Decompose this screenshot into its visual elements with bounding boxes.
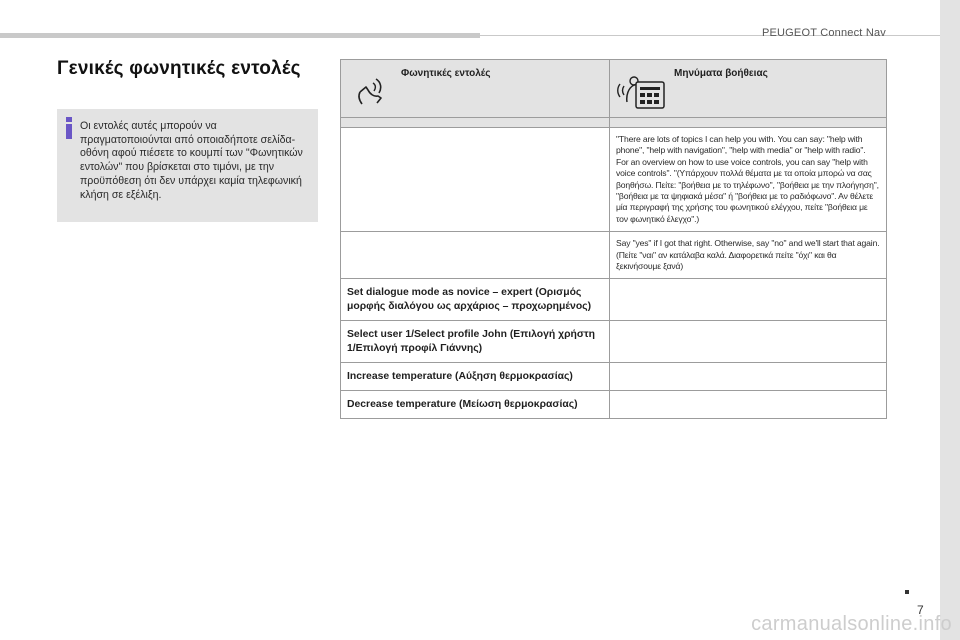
message-cell: Say "yes" if I got that right. Otherwise, say "no" and we'll start that again. (Πείτε "ναι" αν κατάλαβα καλά. Διαφορετικά πείτε "όχι" και θα ξεκινήσουμε ξανά) [610,232,887,279]
top-rule [0,33,480,38]
voice-commands-table [340,59,887,419]
info-text: Οι εντολές αυτές μπορούν να πραγματοποιούνται από οποιαδήποτε σελίδα-οθόνη αφού πιέσετε το κουμπί των "Φωνητικών εντολών" που βρίσκεται στο τιμόνι, με την προϋπόθεση ότι δεν υπάρχει καμία τηλεφωνική κλήση σε εξέλιξη. [80,120,303,201]
page-number: 7 [917,603,924,617]
header-messages [610,60,887,118]
header-commands-label: Φωνητικές εντολές [401,68,491,79]
info-icon [63,117,75,139]
table-row [341,363,887,391]
header-messages-label: Μηνύματα βοήθειας [674,68,768,79]
command-cell: Decrease temperature (Μείωση θερμοκρασίας) [341,391,610,419]
section-title: Γενικές φωνητικές εντολές [57,58,301,79]
table-header-row [341,60,887,118]
voice-command-icon [356,76,388,106]
table-row [341,128,887,232]
message-cell [610,279,887,321]
table-row [341,232,887,279]
side-bar [940,0,960,640]
header-commands [341,60,610,118]
table-row [341,321,887,363]
table-spacer [341,118,887,128]
help-message-icon [616,74,668,110]
header-title: PEUGEOT Connect Nav [761,27,886,39]
info-box [57,109,318,222]
command-cell: Set dialogue mode as novice – expert (Ορισμός μορφής διαλόγου ως αρχάριος – προχωρημένος) [341,279,610,321]
command-cell: Increase temperature (Αύξηση θερμοκρασίας) [341,363,610,391]
message-cell [610,321,887,363]
message-cell [610,391,887,419]
table-row [341,391,887,419]
page-marker-dot [905,590,909,594]
message-cell: "There are lots of topics I can help you with. You can say: "help with phone", "help with navigation", "help with media" or "help with radio". For an overview on how to use voice controls, you can say "help with voice controls". "(Υπάρχουν πολλά θέματα με τα οποία μπορώ να σας βοηθήσω. Πείτε: "βοήθεια με το τηλέφωνο", "βοήθεια με την πλοήγηση", "βοήθεια με τα ψηφιακά μέσα" ή "βοήθεια με το ραδιόφωνο". Αν θέλετε μία περιγραφή της χρήσης του φωνητικού ελέγχου, πείτε "βοήθεια με τον φωνητικό έλεγχο".) [610,128,887,232]
message-cell [610,363,887,391]
watermark: carmanualsonline.info [751,613,952,635]
command-cell [341,128,610,232]
table-row [341,279,887,321]
command-cell [341,232,610,279]
command-cell: Select user 1/Select profile John (Επιλογή χρήστη 1/Επιλογή προφίλ Γιάννης) [341,321,610,363]
